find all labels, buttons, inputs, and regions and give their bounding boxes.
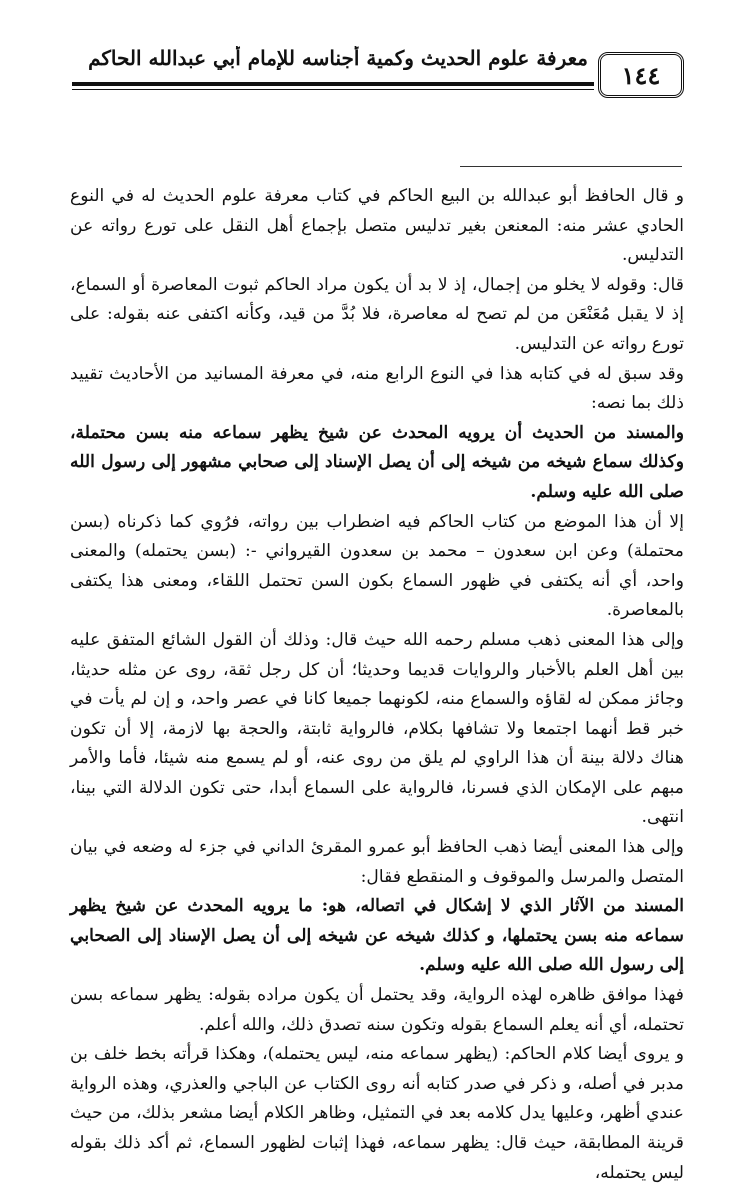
paragraph: قال: وقوله لا يخلو من إجمال، إذ لا بد أن يكون مراد الحاكم ثبوت المعاصرة أو السماع، إذ لا يقبل مُعَنْعَن من لم تصح له معاصرة، فلا بُدَّ من قيد، وكأنه اكتفى عنه بقوله: على تورع رواته عن التدليس.	[70, 274, 684, 354]
paragraph: وإلى هذا المعنى ذهب مسلم رحمه الله حيث قال: وذلك أن القول الشائع المتفق عليه بين أهل العلم بالأخبار والروايات قديما وحديثا؛ أن كل رجل ثقة، روى عن مثله حديثا، وجائز ممكن له لقاؤه والسماع منه، لكونهما جميعا كانا في عصر واحد، و إن لم يأت في خبر قط أنهما اجتمعا ولا تشافها بكلام، فالرواية ثابتة، والحجة بها لازمة، إلا أن تكون هناك دلالة بينة أن هذا الراوي لم يلق من روى عنه، أو لم يسمع منه شيئا، فأما والأمر مبهم على الإمكان الذي فسرنا، فالرواية على السماع أبدا، حتى تكون الدلالة التي بينا، انتهى.	[70, 629, 684, 828]
page-header	[72, 38, 684, 108]
paragraph: فهذا موافق ظاهره لهذه الرواية، وقد يحتمل أن يكون مراده بقوله: يظهر سماعه بسن تحتمله، أي أنه يعلم السماع بقوله وتكون سنه تصدق ذلك، والله أعلم.	[70, 985, 684, 1035]
paragraph: و يروى أيضا كلام الحاكم: (يظهر سماعه منه، ليس يحتمله)، وهكذا قرأته بخط خلف بن مدبر في أصله، و ذكر في صدر كتابه أنه روى الكتاب عن الباجي والعذري، وهذه الرواية عندي أظهر، وعليها يدل كلامه بعد في التمثيل، وظاهر الكلام أيضا مشعر بذلك، من حيث قرينة المطابقة، حيث قال: يظهر سماعه، فهذا إثبات لظهور السماع، ثم أكد ذلك بقوله ليس يحتمله،	[70, 1044, 684, 1183]
paragraph: وقد سبق له في كتابه هذا في النوع الرابع منه، في معرفة المسانيد من الأحاديث تقييد ذلك بما نصه:	[70, 363, 684, 414]
page-number: ١٤٤	[621, 60, 661, 90]
book-title: معرفة علوم الحديث وكمية أجناسه للإمام أبي عبدالله الحاكم	[88, 46, 588, 70]
paragraph: وإلى هذا المعنى أيضا ذهب الحافظ أبو عمرو المقرئ الداني في جزء له وضعه في بيان المتصل والمرسل والموقوف و المنقطع فقال:	[70, 837, 684, 887]
page-number-badge	[598, 52, 684, 98]
paragraph: إلا أن هذا الموضع من كتاب الحاكم فيه اضطراب بين رواته، فرُوي كما ذكرناه (بسن محتملة) وعن ابن سعدون – محمد بن سعدون القيرواني -: (بسن يحتمله) والمعنى واحد، أي أنه يكتفى في ظهور السماع بكون السن تحتمل اللقاء، ومعنى هذا يكتفى بالمعاصرة.	[70, 511, 684, 621]
body-text	[70, 182, 684, 1188]
header-rule-thin	[72, 89, 594, 90]
quote-paragraph: والمسند من الحديث أن يرويه المحدث عن شيخ يظهر سماعه منه بسن محتملة، وكذلك سماع شيخه من شيخه إلى أن يصل الإسناد إلى صحابي مشهور إلى رسول الله صلى الله عليه وسلم.	[70, 422, 684, 502]
paragraph: و قال الحافظ أبو عبدالله بن البيع الحاكم في كتاب معرفة علوم الحديث له في النوع الحادي عشر منه: المعنعن بغير تدليس متصل بإجماع أهل النقل على تورع رواته عن التدليس.	[70, 186, 684, 266]
section-separator	[460, 166, 682, 167]
header-rule-thick	[72, 82, 594, 86]
quote-paragraph: المسند من الآثار الذي لا إشكال في اتصاله، هو: ما يرويه المحدث عن شيخ يظهر سماعه منه بسن يحتملها، و كذلك شيخه عن شيخه إلى أن يصل الإسناد إلى الصحابي إلى رسول الله صلى الله عليه وسلم.	[70, 896, 684, 976]
